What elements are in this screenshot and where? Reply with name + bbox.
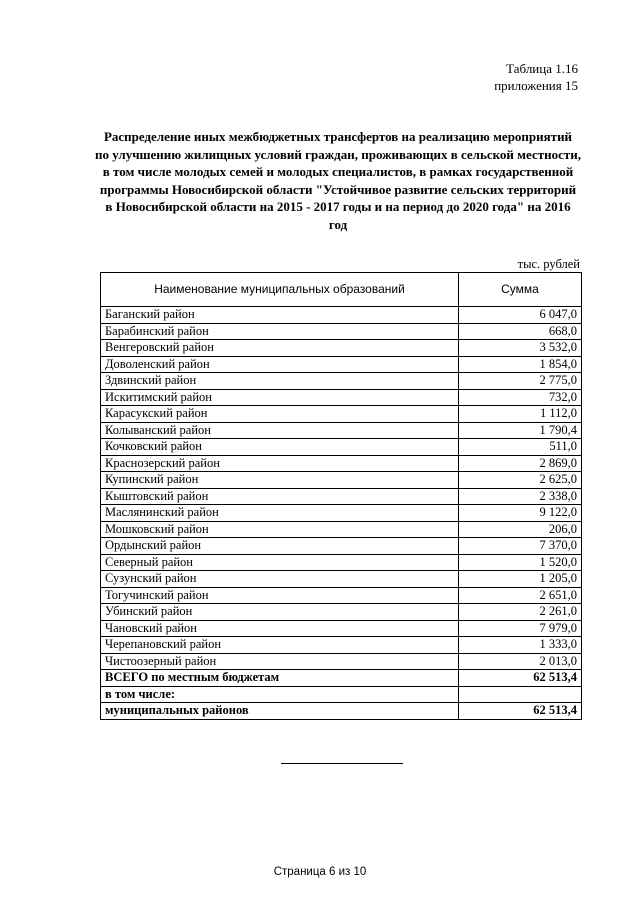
sum-value: 2 261,0 <box>459 604 582 621</box>
sum-value: 1 790,4 <box>459 422 582 439</box>
sum-value: 62 513,4 <box>459 670 582 687</box>
municipality-name: Барабинский район <box>101 323 459 340</box>
table-row <box>101 472 582 489</box>
units-label: тыс. рублей <box>517 257 580 271</box>
table-row <box>101 670 582 687</box>
table-row <box>101 422 582 439</box>
table-row <box>101 538 582 555</box>
table-header-row <box>101 273 582 307</box>
sum-value: 2 625,0 <box>459 472 582 489</box>
column-header-sum: Сумма <box>459 273 582 307</box>
municipality-name: Венгеровский район <box>101 340 459 357</box>
table-row <box>101 356 582 373</box>
sum-value: 732,0 <box>459 389 582 406</box>
table-row <box>101 373 582 390</box>
municipality-name: Северный район <box>101 554 459 571</box>
sum-value: 6 047,0 <box>459 307 582 324</box>
sum-value: 511,0 <box>459 439 582 456</box>
municipality-name: Чистоозерный район <box>101 653 459 670</box>
title-line: в том числе молодых семей и молодых специалистов, в рамках государственной <box>102 164 574 180</box>
municipality-name: Колыванский район <box>101 422 459 439</box>
sum-value: 2 651,0 <box>459 587 582 604</box>
municipality-name: Черепановский район <box>101 637 459 654</box>
municipality-name: Чановский район <box>101 620 459 637</box>
table-row <box>101 505 582 522</box>
sum-value: 2 013,0 <box>459 653 582 670</box>
table-row <box>101 686 582 703</box>
distribution-table <box>100 272 582 720</box>
sum-value: 1 205,0 <box>459 571 582 588</box>
municipality-name: ВСЕГО по местным бюджетам <box>101 670 459 687</box>
table-row <box>101 323 582 340</box>
municipality-name: Кыштовский район <box>101 488 459 505</box>
column-header-name: Наименование муниципальных образований <box>101 273 459 307</box>
sum-value: 62 513,4 <box>459 703 582 720</box>
title-line: по улучшению жилищных условий граждан, проживающих в сельской местности, <box>94 146 581 162</box>
table-row <box>101 389 582 406</box>
municipality-name: Тогучинский район <box>101 587 459 604</box>
table-row <box>101 521 582 538</box>
municipality-name: Ордынский район <box>101 538 459 555</box>
sum-value: 1 854,0 <box>459 356 582 373</box>
municipality-name: Карасукский район <box>101 406 459 423</box>
table-row <box>101 703 582 720</box>
sum-value <box>459 686 582 703</box>
sum-value: 3 532,0 <box>459 340 582 357</box>
table-row <box>101 340 582 357</box>
municipality-name: Краснозерский район <box>101 455 459 472</box>
table-row <box>101 587 582 604</box>
title-line: Распределение иных межбюджетных трансфертов на реализацию мероприятий <box>103 129 573 144</box>
municipality-name: в том числе: <box>101 686 459 703</box>
table-reference <box>494 60 578 94</box>
table-row <box>101 620 582 637</box>
sum-value: 7 979,0 <box>459 620 582 637</box>
municipality-name: Убинский район <box>101 604 459 621</box>
sum-value: 206,0 <box>459 521 582 538</box>
appendix-number: приложения 15 <box>494 78 578 93</box>
sum-value: 7 370,0 <box>459 538 582 555</box>
table-row <box>101 554 582 571</box>
municipality-name: муниципальных районов <box>101 703 459 720</box>
municipality-name: Искитимский район <box>101 389 459 406</box>
sum-value: 9 122,0 <box>459 505 582 522</box>
municipality-name: Доволенский район <box>101 356 459 373</box>
document-title <box>92 128 584 234</box>
table-row <box>101 637 582 654</box>
table-row <box>101 455 582 472</box>
page-number: Страница 6 из 10 <box>273 866 367 878</box>
title-line: год <box>328 216 348 232</box>
municipality-name: Купинский район <box>101 472 459 489</box>
title-line: программы Новосибирской области "Устойчивое развитие сельских территорий <box>99 181 577 197</box>
sum-value: 2 338,0 <box>459 488 582 505</box>
table-row <box>101 406 582 423</box>
sum-value: 2 869,0 <box>459 455 582 472</box>
separator-line <box>281 763 403 764</box>
municipality-name: Кочковский район <box>101 439 459 456</box>
table-row <box>101 653 582 670</box>
sum-value: 1 520,0 <box>459 554 582 571</box>
table-row <box>101 571 582 588</box>
table-row <box>101 307 582 324</box>
table-row <box>101 604 582 621</box>
municipality-name: Мошковский район <box>101 521 459 538</box>
table-body <box>101 273 582 720</box>
table-row <box>101 488 582 505</box>
title-line: в Новосибирской области на 2015 - 2017 годы и на период до 2020 года" на 2016 <box>105 199 571 215</box>
sum-value: 1 112,0 <box>459 406 582 423</box>
municipality-name: Здвинский район <box>101 373 459 390</box>
sum-value: 1 333,0 <box>459 637 582 654</box>
municipality-name: Маслянинский район <box>101 505 459 522</box>
municipality-name: Баганский район <box>101 307 459 324</box>
table-row <box>101 439 582 456</box>
sum-value: 668,0 <box>459 323 582 340</box>
municipality-name: Сузунский район <box>101 571 459 588</box>
sum-value: 2 775,0 <box>459 373 582 390</box>
table-number: Таблица 1.16 <box>506 61 578 76</box>
